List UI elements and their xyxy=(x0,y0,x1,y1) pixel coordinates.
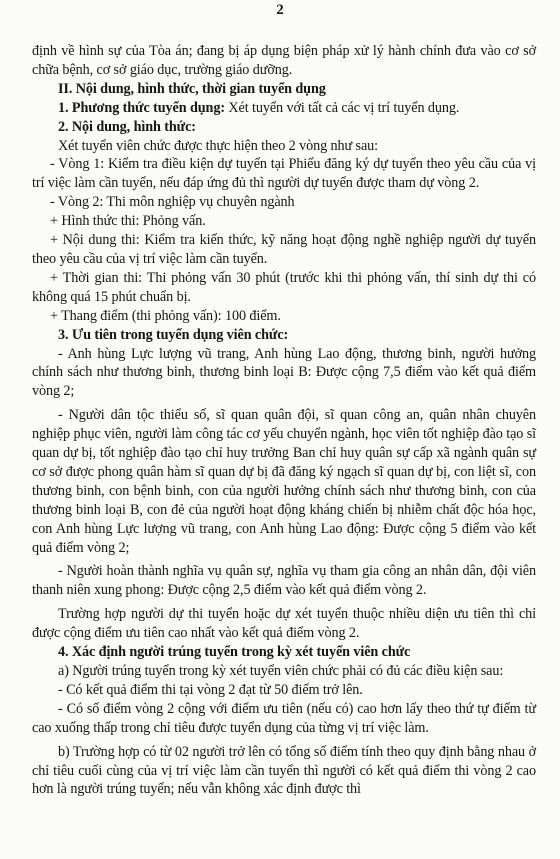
paragraph: định về hình sự của Tòa án; đang bị áp dụng biện pháp xử lý hành chính đưa vào cơ sở chữa bệnh, cơ sở giáo dục, trường giáo dưỡng. xyxy=(32,43,536,78)
subsection-1 xyxy=(32,99,536,118)
page-number: 2 xyxy=(276,2,284,18)
paragraph: Trường hợp người dự thi tuyển hoặc dự xét tuyển thuộc nhiều diện ưu tiên thì chỉ được cộng điểm ưu tiên cao nhất vào kết quả điểm vòng 2. xyxy=(32,606,536,642)
section-heading: II. Nội dung, hình thức, thời gian tuyển dụng xyxy=(58,80,326,97)
list-item: - Có số điểm vòng 2 cộng với điểm ưu tiên (nếu có) cao hơn lấy theo thứ tự điểm từ cao xuống thấp trong chỉ tiêu được tuyển dụng của từng vị trí việc làm. xyxy=(32,700,536,736)
list-item: + Thang điểm (thi phỏng vấn): 100 điểm. xyxy=(50,307,281,324)
list-item: + Nội dung thi: Kiểm tra kiến thức, kỹ năng hoạt động nghề nghiệp người dự tuyển theo yêu cầu của vị trí việc làm cần tuyển. xyxy=(32,232,536,267)
list-item: + Thời gian thi: Thi phỏng vấn 30 phút (trước khi thi phỏng vấn, thí sinh dự thi có không quá 15 phút chuẩn bị. xyxy=(32,269,536,305)
subsection-heading: 2. Nội dung, hình thức: xyxy=(58,118,196,135)
subsection-heading: 4. Xác định người trúng tuyển trong kỳ xét tuyển viên chức xyxy=(58,644,411,661)
list-item: - Vòng 1: Kiểm tra điều kiện dự tuyển tại Phiếu đăng ký dự tuyển theo yêu cầu của vị trí việc làm cần tuyển, nếu đáp ứng đủ thì người dự tuyển được tham dự vòng 2. xyxy=(32,156,536,192)
subsection-text: Xét tuyển với tất cả các vị trí tuyển dụng. xyxy=(224,99,460,116)
subsection-heading: 3. Ưu tiên trong tuyển dụng viên chức: xyxy=(58,326,289,343)
list-item: - Vòng 2: Thi môn nghiệp vụ chuyên ngành xyxy=(50,194,295,211)
list-item: - Người dân tộc thiểu số, sĩ quan quân đội, sĩ quan công an, quân nhân chuyên nghiệp phục viên, người làm công tác cơ yếu chuyển ngành, học viên tốt nghiệp đào tạo sĩ quan dự bị, tốt nghiệp đào tạo chỉ huy trưởng Ban chỉ huy quân sự cấp xã ngành quân sự cơ sở được phong quân hàm sĩ quan dự bị đã đăng ký ngạch sĩ quan dự bị, con liệt sĩ, con thương binh, con bệnh binh, con của người hưởng chính sách như thương binh, con của thương binh loại B, con đẻ của người hoạt động kháng chiến bị nhiễm chất độc hóa học, con Anh hùng Lực lượng vũ trang, con Anh hùng Lao động: Được cộng 5 điểm vào kết quả điểm vòng 2; xyxy=(32,407,536,556)
paragraph: a) Người trúng tuyển trong kỳ xét tuyển viên chức phải có đủ các điều kiện sau: xyxy=(58,663,504,679)
list-item: + Hình thức thi: Phỏng vấn. xyxy=(50,213,206,230)
list-item: - Có kết quả điểm thi tại vòng 2 đạt từ 50 điểm trở lên. xyxy=(58,681,363,698)
list-item: - Người hoàn thành nghĩa vụ quân sự, nghĩa vụ tham gia công an nhân dân, đội viên thanh niên xung phong: Được cộng 2,5 điểm vào kết quả điểm vòng 2. xyxy=(32,563,536,599)
paragraph: Xét tuyển viên chức được thực hiện theo 2 vòng như sau: xyxy=(58,137,378,154)
list-item: - Anh hùng Lực lượng vũ trang, Anh hùng Lao động, thương binh, người hưởng chính sách như thương binh, thương binh loại B: Được cộng 7,5 điểm vào kết quả điểm vòng 2; xyxy=(32,345,536,400)
document-body xyxy=(32,42,536,799)
paragraph: b) Trường hợp có từ 02 người trở lên có tổng số điểm tính theo quy định bằng nhau ở chỉ tiêu cuối cùng của vị trí việc làm cần tuyển thì người có kết quả điểm thi vòng 2 cao hơn là người trúng tuyển; nếu vẫn không xác định được thì xyxy=(32,743,536,798)
subsection-heading: 1. Phương thức tuyển dụng: xyxy=(58,99,225,116)
